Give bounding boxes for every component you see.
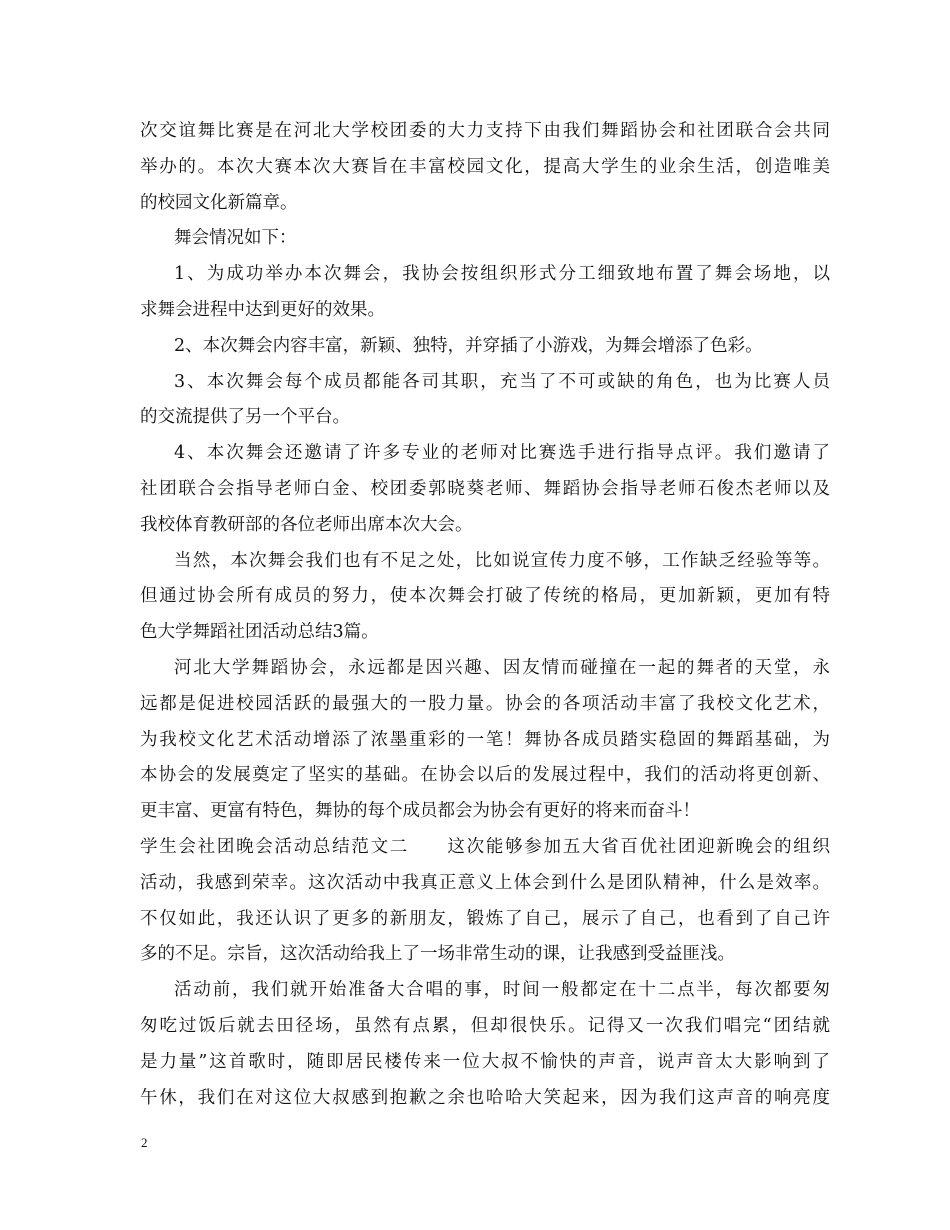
text-line: 学生会社团晚会活动总结范文二 这次能够参加五大省百优社团迎新晚会的组织 <box>140 836 830 857</box>
page-number: 2 <box>141 1135 148 1150</box>
text-line: 远都是促进校园活跃的最强大的一股力量。协会的各项活动丰富了我校文化艺术， <box>140 693 830 714</box>
text-line: 不仅如此，我还认识了更多的新朋友，锻炼了自己，展示了自己，也看到了自己许 <box>140 908 830 929</box>
text-line: 为我校文化艺术活动增添了浓墨重彩的一笔！舞协各成员踏实稳固的舞蹈基础，为 <box>140 729 830 750</box>
text-line: 的校园文化新篇章。 <box>140 192 298 213</box>
text-line: 本协会的发展奠定了坚实的基础。在协会以后的发展过程中，我们的活动将更创新、 <box>140 765 830 786</box>
text-line: 当然，本次舞会我们也有不足之处，比如说宣传力度不够，工作缺乏经验等等。 <box>174 550 830 571</box>
text-line: 次交谊舞比赛是在河北大学校团委的大力支持下由我们舞蹈协会和社团联合会共同 <box>140 121 830 141</box>
text-line: 多的不足。宗旨，这次活动给我上了一场非常生动的课，让我感到受益匪浅。 <box>140 944 735 965</box>
text-line: 3、本次舞会每个成员都能各司其职，充当了不可或缺的角色，也为比赛人员 <box>174 371 830 392</box>
text-line: 是力量”这首歌时，随即居民楼传来一位大叔不愉快的声音，说声音太大影响到了 <box>140 1051 830 1072</box>
text-line: 我校体育教研部的各位老师出席本次大会。 <box>140 514 473 535</box>
text-line: 社团联合会指导老师白金、校团委郭晓葵老师、舞蹈协会指导老师石俊杰老师以及 <box>140 478 830 499</box>
text-line: 活动，我感到荣幸。这次活动中我真正意义上体会到什么是团队精神，什么是效率。 <box>140 872 830 893</box>
text-line: 2、本次舞会内容丰富，新颖、独特，并穿插了小游戏，为舞会增添了色彩。 <box>174 335 763 356</box>
text-line: 但通过协会所有成员的努力，使本次舞会打破了传统的格局，更加新颖，更加有特 <box>140 586 830 607</box>
text-line: 河北大学舞蹈协会，永远都是因兴趣、因友情而碰撞在一起的舞者的天堂，永 <box>174 657 830 678</box>
text-line: 匆吃过饭后就去田径场，虽然有点累，但却很快乐。记得又一次我们唱完“团结就 <box>140 1015 830 1036</box>
text-line: 4、本次舞会还邀请了许多专业的老师对比赛选手进行指导点评。我们邀请了 <box>174 443 830 464</box>
text-line: 活动前，我们就开始准备大合唱的事，时间一般都定在十二点半，每次都要匆 <box>174 980 830 1001</box>
body-text <box>140 114 830 1116</box>
text-line: 1、为成功举办本次舞会，我协会按组织形式分工细致地布置了舞会场地，以 <box>174 264 830 285</box>
text-line: 午休，我们在对这位大叔感到抱歉之余也哈哈大笑起来，因为我们这声音的响亮度 <box>140 1087 830 1108</box>
text-line: 色大学舞蹈社团活动总结3篇。 <box>140 622 379 643</box>
text-line: 舞会情况如下： <box>174 228 297 249</box>
text-line: 举办的。本次大赛本次大赛旨在丰富校园文化，提高大学生的业余生活，创造唯美 <box>140 156 830 177</box>
text-line: 求舞会进程中达到更好的效果。 <box>140 299 385 320</box>
text-line: 的交流提供了另一个平台。 <box>140 407 350 428</box>
text-line: 更丰富、更富有特色，舞协的每个成员都会为协会有更好的将来而奋斗！ <box>140 801 700 822</box>
